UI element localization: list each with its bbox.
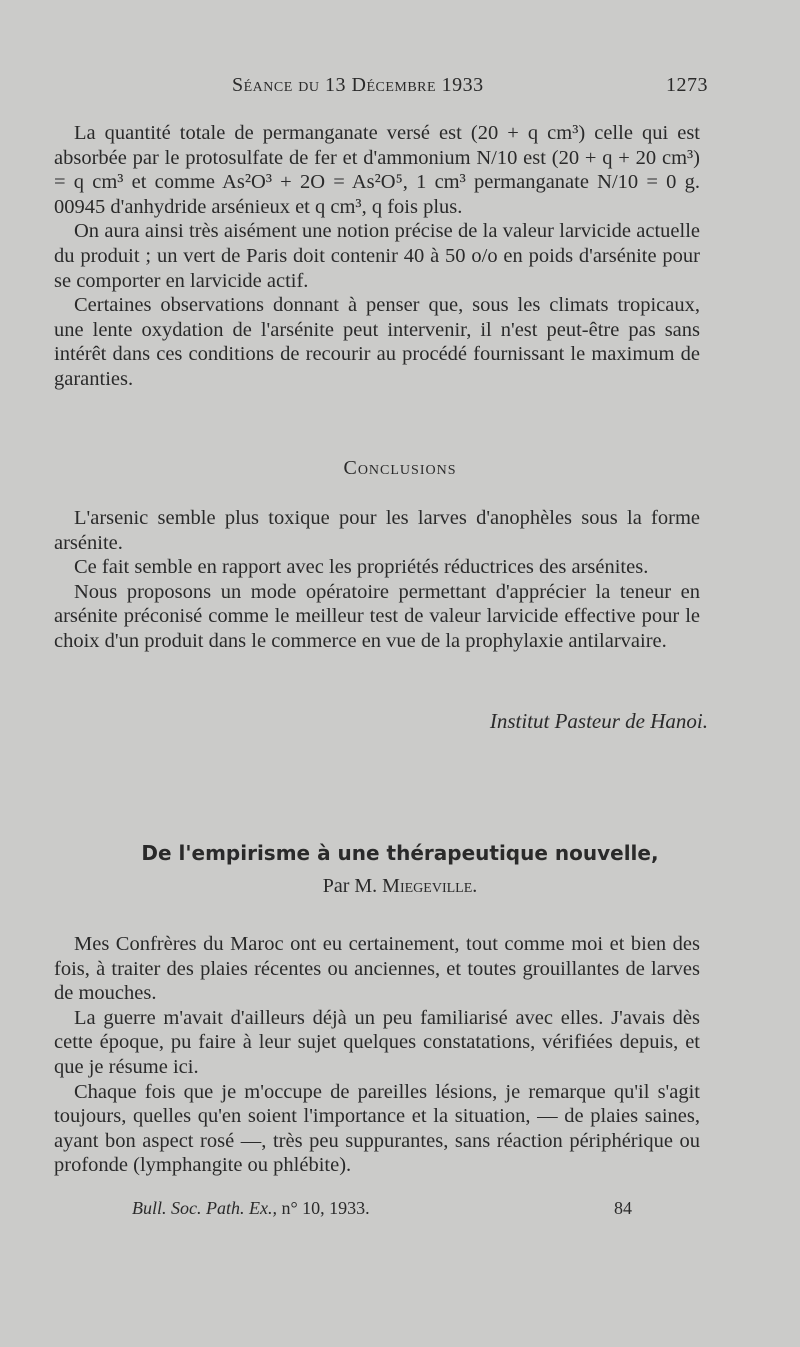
paragraph: On aura ainsi très aisément une notion précise de la valeur larvicide actuelle du produit ; un vert de Paris doit contenir 40 à 50 o/o en poids d'arsénite pour se comporter en larvicide actif. (54, 220, 700, 292)
paragraph: L'arsenic semble plus toxique pour les larves d'anophèles sous la forme arsénite. (54, 507, 700, 554)
conclusions-heading: Conclusions (343, 457, 457, 479)
page-number: 1273 (666, 74, 708, 96)
institution-signature: Institut Pasteur de Hanoi. (489, 709, 708, 733)
author-prefix: Par M. (322, 875, 378, 897)
journal-name: Bull. Soc. Path. Ex., (132, 1198, 277, 1218)
journal-citation (132, 1198, 370, 1219)
running-head (0, 74, 800, 104)
paragraph: Certaines observations donnant à penser que, sous les climats tropicaux, une lente oxydation de l'arsénite peut intervenir, il n'est peut-être pas sans intérêt dans ces conditions de recourir au procédé fournissant le maximum de garanties. (54, 294, 700, 390)
paragraph: Chaque fois que je m'occupe de pareilles lésions, je remarque qu'il s'agit toujours, quelles qu'en soient l'importance et la situation, — de plaies saines, ayant bon aspect rosé —, très peu suppurantes, sans réaction périphérique ou profonde (lymphangite ou phlébite). (54, 1080, 700, 1177)
paragraph: Nous proposons un mode opératoire permettant d'apprécier la teneur en arsénite préconisé comme le meilleur test de valeur larvicide effective pour le choix d'un produit dans le commerce en vue de la prophylaxie antilarvaire. (54, 580, 700, 652)
sheet-number: 84 (614, 1198, 632, 1218)
section-arsenite-method (54, 121, 700, 392)
article-title: De l'empirisme à une thérapeutique nouvelle, (141, 841, 659, 865)
running-head-title: Séance du 13 Décembre 1933 (232, 74, 484, 96)
journal-issue: n° 10, 1933. (281, 1198, 370, 1218)
section-conclusions (54, 506, 700, 654)
paragraph: La quantité totale de permanganate versé est (20 + q cm³) celle qui est absorbée par le protosulfate de fer et d'ammonium N/10 est (20 + q + 20 cm³) = q cm³ et comme As²O³ + 2O = As²O⁵, 1 cm³ permanganate N/10 = 0 g. 00945 d'anhydride arsénieux et q cm³, q fois plus. (54, 122, 700, 218)
paragraph: Mes Confrères du Maroc ont eu certainement, tout comme moi et bien des fois, à traiter des plaies récentes ou anciennes, et toutes grouillantes de larves de mouches. (54, 933, 700, 1005)
article-author (0, 875, 800, 898)
section-article-body (54, 932, 700, 1178)
paragraph: La guerre m'avait d'ailleurs déjà un peu familiarisé avec elles. J'avais dès cette époque, pu faire à leur sujet quelques constatations, vérifiées depuis, et que je résume ici. (54, 1006, 700, 1078)
paragraph: Ce fait semble en rapport avec les propriétés réductrices des arsénites. (74, 556, 649, 579)
author-name: Miegeville. (382, 875, 478, 897)
